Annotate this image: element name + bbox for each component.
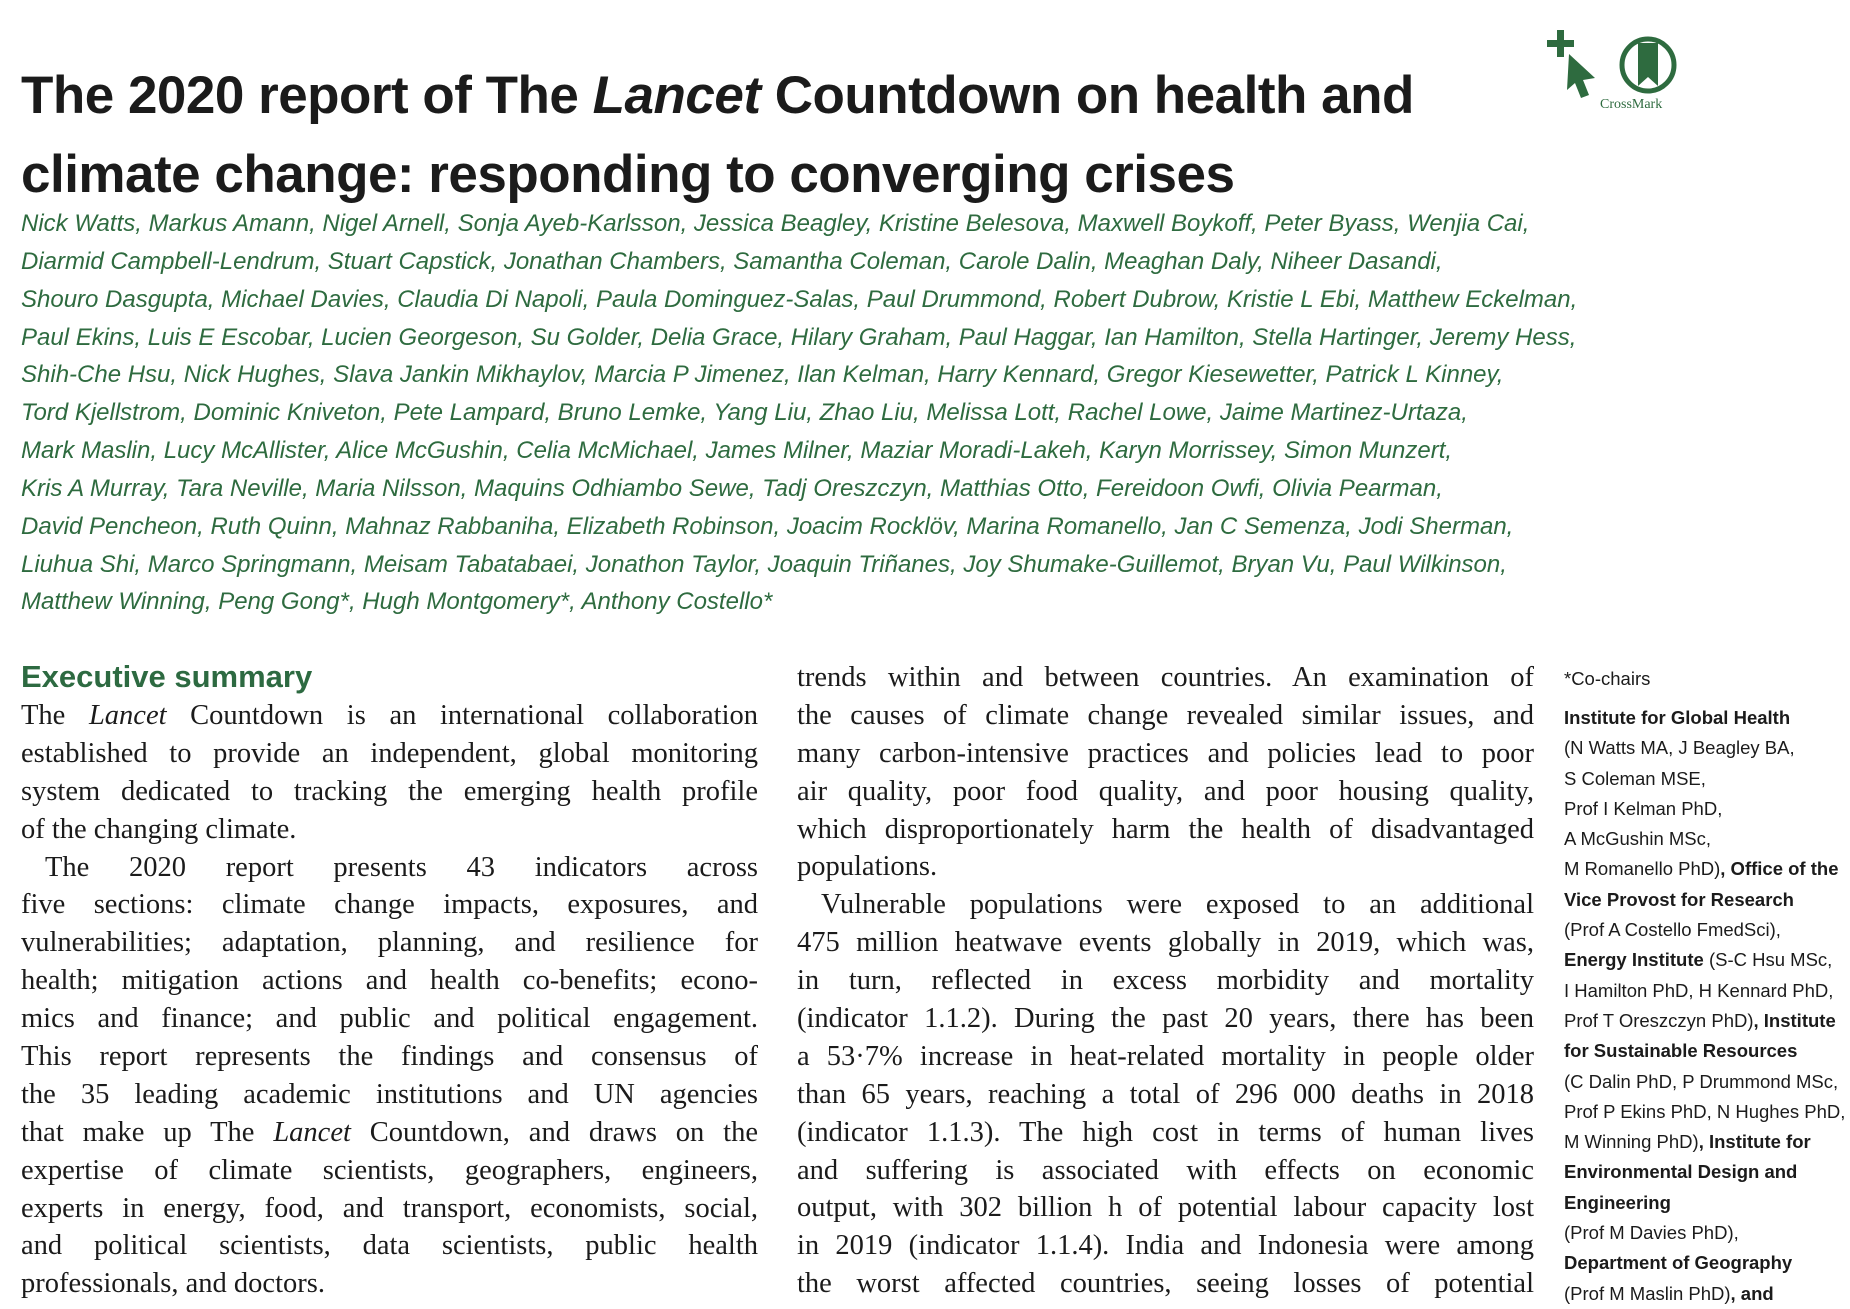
paragraph (21, 697, 758, 849)
text-segment: populations. (797, 851, 938, 883)
author-credentials: M Winning PhD) (1564, 1131, 1699, 1153)
text-segment: and political scientists, data scientists, public health (21, 1230, 758, 1262)
text-segment: (indicator 1.1.2). During the past 20 years, there has been (797, 1003, 1534, 1035)
author-line: Shouro Dasgupta, Michael Davies, Claudia Di Napoli, Paula Dominguez-Salas, Paul Drummond, Robert Dubrow, Kristie L Ebi, Matthew Eckelman, (21, 285, 1578, 313)
text-line (797, 659, 1534, 697)
text-segment: five sections: climate change impacts, exposures, and (21, 889, 758, 921)
affiliation-line (1564, 703, 1845, 733)
author-list (21, 205, 1577, 621)
affiliation-line (1564, 885, 1845, 915)
institution-name: , Office of the (1720, 858, 1839, 880)
text-segment: mics and finance; and public and political engagement. (21, 1003, 758, 1035)
text-line (21, 697, 758, 735)
text-segment: which disproportionately harm the health of disadvantaged (797, 813, 1534, 845)
text-segment: 475 million heatwave events globally in 2019, which was, (797, 927, 1534, 959)
text-segment: the 35 leading academic institutions and UN agencies (21, 1078, 758, 1110)
text-line (21, 1190, 758, 1228)
institution-name: Department of Geography (1564, 1252, 1793, 1274)
text-segment: system dedicated to tracking the emerging health profile (21, 775, 758, 807)
text-segment: a 53·7% increase in heat-related mortality in people older (797, 1040, 1534, 1072)
text-segment: This report represents the findings and consensus of (21, 1041, 758, 1073)
journal-name: Lancet (273, 1116, 351, 1148)
text-line (21, 1227, 758, 1265)
author-line: Diarmid Campbell-Lendrum, Stuart Capstick, Jonathan Chambers, Samantha Coleman, Carole Dalin, Meaghan Daly, Niheer Dasandi, (21, 247, 1443, 275)
text-line (797, 1038, 1534, 1076)
affiliation-line (1564, 764, 1845, 794)
affiliation-line (1564, 854, 1845, 884)
text-segment: air quality, poor food quality, and poor housing quality, (797, 775, 1534, 807)
text-line (21, 735, 758, 773)
text-segment: output, with 302 billion h of potential labour capacity lost (797, 1192, 1534, 1224)
text-segment: the worst affected countries, seeing losses of potential (797, 1268, 1534, 1300)
crossmark-label: CrossMark (1600, 97, 1663, 112)
author-credentials: S Coleman MSE, (1564, 767, 1706, 789)
body-column-1 (21, 697, 758, 1303)
text-segment: expertise of climate scientists, geographers, engineers, (21, 1154, 758, 1186)
text-segment: vulnerabilities; adaptation, planning, and resilience for (21, 927, 758, 959)
cochairs-note: *Co-chairs (1564, 668, 1651, 689)
title-text: Lancet (592, 65, 761, 125)
affiliation-line (1564, 915, 1845, 945)
text-segment: The (21, 700, 89, 731)
text-line (797, 773, 1534, 811)
title-text: climate change: responding to converging crises (21, 144, 1235, 204)
author-line: Kris A Murray, Tara Neville, Maria Nilsson, Maquins Odhiambo Sewe, Tadj Oreszczyn, Matthias Otto, Fereidoon Owfi, Olivia Pearman, (21, 474, 1443, 502)
author-line: Liuhua Shi, Marco Springmann, Meisam Tabatabaei, Jonathon Taylor, Joaquin Triñanes, Joy Shumake-Guillemot, Bryan Vu, Paul Wilkinson, (21, 550, 1507, 578)
text-segment: Countdown, and draws on the (350, 1116, 759, 1148)
text-line (797, 886, 1534, 924)
author-credentials: (Prof M Maslin PhD) (1564, 1282, 1731, 1304)
author-line: Mark Maslin, Lucy McAllister, Alice McGushin, Celia McMichael, James Milner, Maziar Moradi-Lakeh, Karyn Morrissey, Simon Munzert, (21, 437, 1453, 465)
affiliation-line (1564, 1006, 1845, 1036)
article-title (21, 56, 1414, 214)
affiliation-line (1564, 1279, 1845, 1309)
institution-name: , Institute for (1698, 1131, 1811, 1153)
affiliation-line (1564, 1127, 1845, 1157)
body-column-2 (797, 659, 1534, 1303)
text-line (797, 1076, 1534, 1114)
text-line (21, 962, 758, 1000)
affiliation-line (1564, 1248, 1845, 1278)
text-segment: experts in energy, food, and transport, economists, social, (21, 1192, 758, 1224)
text-segment: (indicator 1.1.3). The high cost in terms of human lives (797, 1116, 1534, 1148)
title-text: Countdown on health and (760, 65, 1414, 125)
text-line (21, 1265, 758, 1303)
title-text: The 2020 report of The (21, 65, 593, 125)
affiliation-line (1564, 945, 1845, 975)
text-line (797, 1189, 1534, 1227)
institution-name: Institute for Global Health (1564, 707, 1791, 728)
author-credentials: (Prof A Costello FmedSci), (1564, 919, 1781, 941)
paragraph (797, 886, 1534, 1303)
paragraph (797, 659, 1534, 886)
text-segment: Vulnerable populations were exposed to an additional (821, 889, 1534, 921)
author-credentials: I Hamilton PhD, H Kennard PhD, (1564, 979, 1834, 1001)
section-heading: Executive summary (21, 659, 313, 694)
author-credentials: Prof I Kelman PhD, (1564, 797, 1723, 819)
text-segment: of the changing climate. (21, 813, 297, 845)
author-credentials: (S-C Hsu MSc, (1703, 949, 1833, 971)
institution-name: , and (1730, 1282, 1774, 1304)
text-line (797, 1265, 1534, 1303)
text-line (21, 924, 758, 962)
text-line (797, 924, 1534, 962)
affiliation-line (1564, 733, 1845, 763)
text-segment: and suffering is associated with effects on economic (797, 1154, 1534, 1186)
author-line: Paul Ekins, Luis E Escobar, Lucien Georgeson, Su Golder, Delia Grace, Hilary Graham, Paul Haggar, Ian Hamilton, Stella Hartinger, Jeremy Hess, (21, 323, 1577, 351)
author-credentials: Prof T Oreszczyn PhD) (1564, 1009, 1754, 1031)
text-segment: health; mitigation actions and health co-benefits; econo- (21, 965, 758, 997)
author-credentials: M Romanello PhD) (1564, 858, 1721, 880)
text-line (797, 848, 1534, 886)
author-credentials: (N Watts MA, J Beagley BA, (1564, 737, 1795, 759)
affiliation-line (1564, 976, 1845, 1006)
affiliation-line (1564, 1036, 1845, 1066)
affiliation-line (1564, 1188, 1845, 1218)
text-line (797, 1227, 1534, 1265)
text-segment: that make up The (21, 1116, 274, 1148)
text-segment: the causes of climate change revealed similar issues, and (797, 699, 1534, 731)
author-credentials: A McGushin MSc, (1564, 828, 1712, 850)
author-line: Tord Kjellstrom, Dominic Kniveton, Pete Lampard, Bruno Lemke, Yang Liu, Zhao Liu, Melissa Lott, Rachel Lowe, Jaime Martinez-Urtaza, (21, 399, 1468, 427)
author-line: Nick Watts, Markus Amann, Nigel Arnell, Sonja Ayeb-Karlsson, Jessica Beagley, Kristine Belesova, Maxwell Boykoff, Peter Byass, Wenjia Cai, (21, 210, 1530, 237)
text-segment: in turn, reflected in excess morbidity and mortality (797, 965, 1534, 997)
institution-name: Vice Provost for Research (1564, 888, 1794, 910)
text-segment: established to provide an independent, global monitoring (21, 737, 758, 769)
text-segment: in 2019 (indicator 1.1.4). India and Indonesia were among (797, 1230, 1534, 1262)
journal-name: Lancet (88, 700, 167, 731)
text-line (797, 1000, 1534, 1038)
author-credentials: (Prof M Davies PhD), (1564, 1222, 1739, 1244)
affiliation-line (1564, 1097, 1845, 1127)
institution-name: Environmental Design and (1564, 1161, 1798, 1183)
affiliation-line (1564, 824, 1845, 854)
affiliation-line (1564, 794, 1845, 824)
text-line (797, 735, 1534, 773)
text-segment: than 65 years, reaching a total of 296 000 deaths in 2018 (797, 1078, 1534, 1110)
title-line (21, 56, 1414, 135)
text-line (21, 849, 758, 887)
text-line (21, 1152, 758, 1190)
paragraph (21, 849, 758, 1304)
text-line (21, 1076, 758, 1114)
text-segment: professionals, and doctors. (21, 1268, 325, 1300)
affiliation-line (1564, 1067, 1845, 1097)
text-line (797, 962, 1534, 1000)
text-line (21, 1114, 758, 1152)
title-line (21, 135, 1414, 214)
affiliation-line (1564, 1157, 1845, 1187)
affiliations (1564, 703, 1845, 1309)
text-line (21, 1000, 758, 1038)
text-line (21, 1038, 758, 1076)
author-credentials: (C Dalin PhD, P Drummond MSc, (1564, 1070, 1839, 1092)
institution-name: Energy Institute (1564, 949, 1704, 971)
text-line (21, 773, 758, 811)
author-credentials: Prof P Ekins PhD, N Hughes PhD, (1564, 1100, 1846, 1122)
text-line (797, 697, 1534, 735)
text-segment: Countdown is an international collaboration (166, 700, 759, 731)
text-line (797, 1114, 1534, 1152)
text-line (21, 811, 758, 849)
text-segment: trends within and between countries. An examination of (797, 662, 1534, 693)
text-segment: many carbon-intensive practices and policies lead to poor (797, 737, 1534, 769)
author-line: Matthew Winning, Peng Gong*, Hugh Montgomery*, Anthony Costello* (21, 588, 773, 616)
institution-name: for Sustainable Resources (1564, 1040, 1798, 1062)
text-segment: The 2020 report presents 43 indicators across (45, 851, 758, 883)
author-line: David Pencheon, Ruth Quinn, Mahnaz Rabbaniha, Elizabeth Robinson, Joacim Rocklöv, Marina Romanello, Jan C Semenza, Jodi Sherman, (21, 512, 1514, 540)
text-line (797, 811, 1534, 849)
institution-name: , Institute (1753, 1009, 1836, 1031)
author-line: Shih-Che Hsu, Nick Hughes, Slava Jankin Mikhaylov, Marcia P Jimenez, Ilan Kelman, Harry Kennard, Gregor Kiesewetter, Patrick L Kinney, (21, 361, 1504, 389)
affiliation-line (1564, 1218, 1845, 1248)
text-line (21, 886, 758, 924)
institution-name: Engineering (1564, 1191, 1671, 1213)
text-line (797, 1152, 1534, 1190)
